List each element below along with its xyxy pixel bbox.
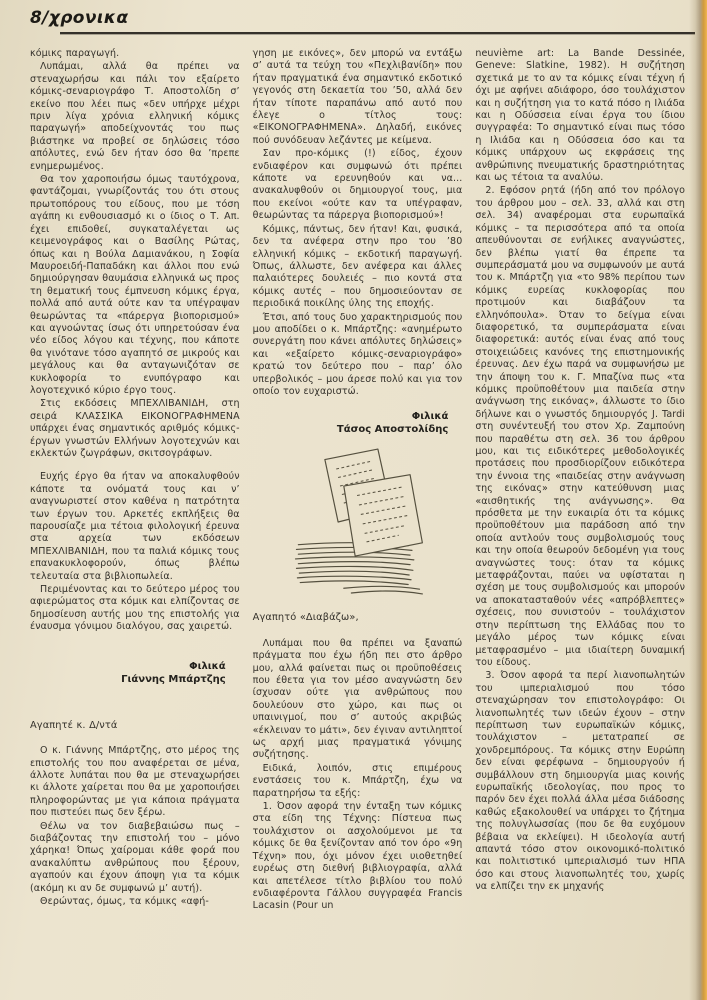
text-columns [0,34,707,914]
stacked-papers-illustration [287,446,429,598]
signature-closing: Φιλικά [189,660,226,672]
column-3 [475,48,685,914]
paragraph: γηση με εικόνες», δεν μπορώ να εντάξω σ’ αυτά τα τεύχη του «Πεχλιβανίδη» που ήταν πραγματικά ένα σημαντικό εκδοτικό γεγονός στη δεκαετία του ’50, αλλά δεν ήταν τίποτε παραπάνω από αυτό που έλεγε ο τίτλος τους: «ΕΙΚΟΝΟΓΡΑΦΗΜΕΝΑ». Δηλαδή, εικόνες πού συνόδευαν λεζάντες με κείμενα. [252,48,463,146]
paragraph: 3. Όσον αφορά τα περί λιανοπωλητών του ιμπεριαλισμού που τόσο στεναχώρησαν τον επιστολογράφο: Οι λιανοπωλητές των ιδεών έχουν – στην περίπτωση των ευρωπαϊκών κόμικς, τουλάχιστον – μετατραπεί σε χονδρεμπόρους. Τα κόμικς στην Ευρώπη δεν είναι φερέφωνα – δημιουργούν ή συμβάλλουν στη δημιουργία μιας κοινής ευρωπαϊκής ιδεολογίας, που προς το παρόν δεν έχει πολλά άλλα μέσα διάδοσης καθώς εξακολουθεί να υπάρχει το ζήτημα της πολυγλωσσίας (που δε θα ευχόμουν βέβαια να εκλείψει). Η ιδεολογία αυτή απαντά τόσο στον οικονομικό-πολιτικό και πολιτιστικό ιμπεριαλισμό των ΗΠΑ όσο και στους λιανοπωλητές του, χωρίς να ελπίζει την εκ μηχανής [475,670,686,893]
paragraph: Θα τον χαροποιήσω όμως ταυτόχρονα, φαντάζομαι, γνωρίζοντάς του ότι στους πρωτοπόρους του είδους, που με τόση αγάπη κι ενθουσιασμό κι ο ίδιος ο Τ. Απ. έχει επιδοθεί, συγκαταλέγεται ως κειμενογράφος και ο Βασίλης Ρώτας, όπως και η Βούλα Δαμιανάκου, η Σοφία Μαυροειδή-Παπαδάκη και άλλοι που ενώ δημιούργησαν θαυμάσια ελληνικά ως προς τη θεματική τους έμπνευση κόμικς έργα, πολλά από αυτά ούτε καν τα υπέγραψαν θεωρώντας τα «πάρεργα βιοπορισμού» και αγνοώντας ίσως ότι υπηρετούσαν ένα νέο είδος λόγου και τέχνης, που κάποτε θα γινότανε τόσο αγαπητό σε μικρούς και μεγάλους και θα ανταγωνιζόταν σε κυκλοφορία το ενυπόγραφο και λογοτεχνικό κύριο έργο τους. [30,174,240,396]
paragraph: Θέλω να τον διαβεβαιώσω πως – διαβάζοντας την επιστολή του – μόνο χάρηκα! Όπως χαίρομαι κάθε φορά που ανακαλύπτω ανθρώπους που ξέρουν, αγαπούν και έχουν άποψη για τα κόμικ (ακόμη κι αν δε συμφωνώ μ’ αυτή). [30,820,240,894]
paragraph: Στις εκδόσεις ΜΠΕΧΛΙΒΑΝΙΔΗ, στη σειρά ΚΛΑΣΣΙΚΑ ΕΙΚΟΝΟΓΡΑΦΗΜΕΝΑ υπάρχει ένας σημαντικός αριθμός κόμικς-έργων γνωστών Ελλήνων λογοτεχνών και εκλεκτών ζωγράφων, σκιτσογράφων. [30,398,240,459]
page-header [0,0,707,34]
letter-salutation: Αγαπητό «Διαβάζω», [252,612,359,624]
paragraph: Ειδικά, λοιπόν, στις επιμέρους ενστάσεις του κ. Μπάρτζη, έχω να παρατηρήσω τα εξής: [252,762,463,799]
paragraph: κόμικς παραγωγή. [30,48,120,59]
paragraph: Έτσι, από τους δυο χαρακτηρισμούς που μου αποδίδει ο κ. Μπάρτζης: «ανημέρωτο συνεργάτη που κάνει απόλυτες δηλώσεις» και «εξαίρετο κόμικς-σεναριογράφο» κρατώ τον δεύτερο που – παρ’ όλο υπερβολικός – μου άρεσε πολύ και για τον οποίο τον ευχαριστώ. [252,311,463,397]
paragraph: Σαν προ-κόμικς (!) είδος, έχουν ενδιαφέρον και συμφωνώ ότι πρέπει κάποτε να ερευνηθούν και να... ανακαλυφθούν οι δημιουργοί τους, μια που εκείνοι «ούτε καν τα υπέγραφαν, θεωρώντας τα πάρεργα βιοπορισμού»! [252,148,463,222]
paragraph: 2. Εφόσον ρητά (ήδη από τον πρόλογο του άρθρου μου – σελ. 33, αλλά και στη σελ. 34) αναφέρομαι στα ευρωπαϊκά κόμικς – τα περισσότερα από τα οποία απευθύνονται σε ενήλικες αναγνώστες, δεν βλέπω γιατί θα έπρεπε τα συμπεράσματά μου να συμφωνούν με αυτά του κ. Μπάρτζη για «το 98% περίπου των κόμικς ευρείας κυκλοφορίας που προτιμούν και διαβάζουν τα ελληνόπουλα». Όταν το δείγμα είναι διαφορετικό, τα συμπεράσματα είναι διαφορετικά: αυτός είναι ένας από τους στοιχειώδεις κανόνες της επιστημονικής έρευνας. Δεν έχω παρά να συμφωνήσω με την άποψη του κ. Γ. Μπαζίνα πως «τα κόμικς προϋποθέτουν μια παιδεία στην ανάγνωση της εικόνας», άλλωστε το ίδιο δήλωνε και ο γνωστός δημιουργός J. Tardi στη συνέντευξή του στον Χρ. Ζαμπούνη που παραθέτω στη σελ. 36 του άρθρου μου, και τις ειδικότερες μεθοδολογικές προτάσεις που προσδιορίζουν ειδικότερα την έννοια της «παιδείας στην ανάγνωση της εικόνας» στην κατεύθυνση μιας «αισθητικής της ανάγνωσης». Θα πρόσθετα με την ευκαιρία ότι τα κόμικς προϋποθέτουν μια παράδοση από την οποία αντλούν τους συμβολισμούς τους και την οποία θεωρούν δεδομένη για τους αναγνώστες τους: όταν τα κόμικς μεταφράζονται, παύει να υφίσταται η σχέση με τους συμβολισμούς και μπορούν να αποκατασταθούν νέες «απρόβλεπτες» σχέσεις, που συνιστούν – τουλάχιστον στην περίπτωση της Ελλάδας που το μεγάλο μέρος των κόμικς είναι μεταφρασμένο – μια ιδιαίτερη δυναμική του είδους. [475,185,686,668]
column-2 [253,48,463,914]
paragraph: 1. Όσον αφορά την ένταξη των κόμικς στα είδη της Τέχνης: Πίστευα πως τουλάχιστον οι ασχολούμενοι με τα κόμικς δε θα ξενίζονταν από τον όρο «9η Τέχνη» που, όχι μόνον έχει υιοθετηθεί ευρέως στη διεθνή βιβλιογραφία, αλλά και απετέλεσε τίτλο βιβλίου του πολύ ενδιαφέροντα Γάλλου συγγραφέα Francis Lacasin (Pour un [252,801,463,912]
signature-name: Γιάννης Μπάρτζης [121,673,226,685]
paragraph: Ο κ. Γιάννης Μπάρτζης, στο μέρος της επιστολής του που αναφέρεται σε μένα, άλλοτε λυπάται που θα με στεναχωρήσει κι άλλοτε χαίρεται που θα με χαροποιήσει πληροφορώντας με για κάποια πράγματα που πιστεύει πως δεν ξέρω. [30,745,240,819]
letter-signature [253,410,463,436]
paragraph: Κόμικς, πάντως, δεν ήταν! Και, φυσικά, δεν τα ανέφερα στην προ του ’80 ελληνική κόμικς – εκδοτική παραγωγή. Όπως, άλλωστε, δεν ανέφερα και άλλες παλαιότερες δουλειές – πιο κοντά στα κόμικς αυτές – που δημοσιεύονταν σε περιοδικά ποικίλης ύλης της εποχής. [252,223,463,310]
signature-closing: Φιλικά [411,411,449,423]
paragraph: Περιμένοντας και το δεύτερο μέρος του αφιερώματος στα κόμικ και ελπίζοντας σε δημοσίευση αυτής μου της επιστολής για έναυσμα γόνιμου διαλόγου, σας χαιρετώ. [30,584,240,633]
paragraph: Ευχής έργο θα ήταν να αποκαλυφθούν κάποτε τα ονόματά τους και ν’ αναγνωριστεί στον καθένα η πατρότητα των έργων του. Αρκετές εκπλήξεις θα παρουσίαζε μια τέτοια φιλολογική έρευνα στα αρχεία των εκδόσεων ΜΠΕΧΛΙΒΑΝΙΔΗ, που τα παλιά κόμικς τους επανακυκλοφορούν, όπως βλέπω τελευταία στα βιβλιοπωλεία. [30,471,240,582]
paragraph: Θερώντας, όμως, τα κόμικς «αφή- [40,895,209,907]
column-1 [30,48,240,914]
paragraph: Λυπάμαι που θα πρέπει να ξαναπώ πράγματα που έχω ήδη πει στο άρθρο μου, αλλά φαίνεται πως οι προϋποθέσεις που έθετα για τον μέσο αναγνώστη δεν ίσχυσαν ούτε για ανθρώπους που δουλεύουν στο χώρο, και πως οι υπαινιγμοί, που σ’ αυτούς ακριβώς «έκλειναν το μάτι», δεν έγιναν αντιληπτοί ως αρχή μιας πραγματικά γόνιμης συζήτησης. [252,637,463,761]
page-title: 8/χρονικα [30,8,129,28]
signature-name: Τάσος Αποστολίδης [336,424,449,436]
letter-signature [30,660,240,686]
paragraph: neuvième art: La Bande Dessinée, Geneve: Slatkine, 1982). Η συζήτηση σχετικά με το αν τα κόμικς είναι τέχνη ή όχι με αφήνει αδιάφορο, όσο τουλάχιστον και η συζήτηση για το κατά πόσο η Ιλιάδα και η Οδύσσεια είναι έργα του ίδιου συγγραφέα: Το σημαντικό είναι πως τόσο η Ιλιάδα και η Οδύσσεια όσο και τα κόμικς υπάρχουν ως εκφράσεις της ανθρώπινης πνευματικής δραστηριότητας και ως τέτοια τα αναλύω. [475,48,686,184]
paragraph: Λυπάμαι, αλλά θα πρέπει να στεναχωρήσω και πάλι τον εξαίρετο κόμικς-σεναριογράφο Τ. Αποστολίδη σ’ εκείνο που λέει πως «δεν υπήρχε μέχρι πριν λίγα χρόνια ελληνική κόμικς παραγωγή» αποδείχνοντάς του πως βιάστηκε να προβεί σε δηλώσεις τόσο απόλυτες, ενώ δεν ήταν όσο θα ’πρεπε ενημερωμένος. [30,61,240,172]
letter-salutation: Αγαπητέ κ. Δ/ντά [30,719,118,731]
